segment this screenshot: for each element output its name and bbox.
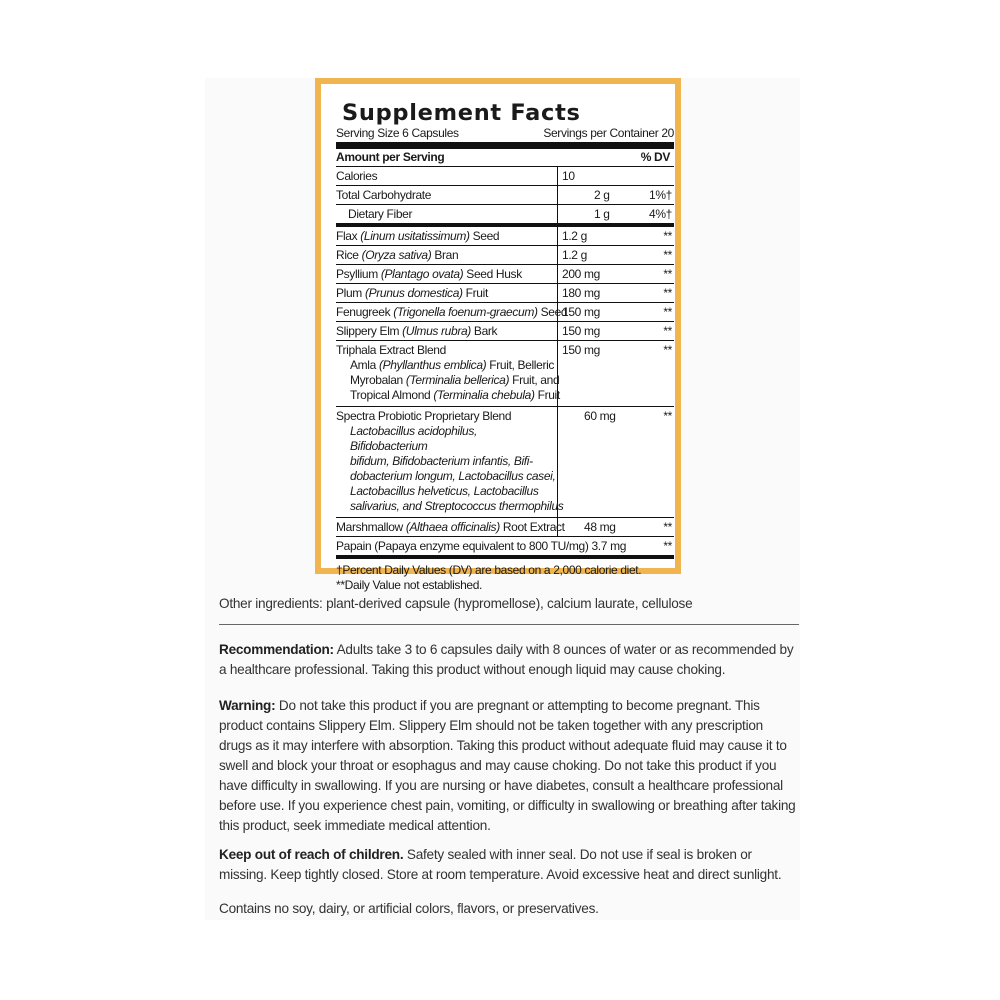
ingredient-row <box>336 246 674 265</box>
ingredient-dv: ** <box>663 520 672 534</box>
nutrient-name: Calories <box>336 167 558 185</box>
ingredient-latin-name: (Linum usitatissimum) <box>360 229 470 243</box>
ingredient-row <box>336 265 674 284</box>
recommendation-heading: Recommendation: <box>219 642 334 657</box>
ingredient-amount: 1.2 g <box>562 229 587 243</box>
warning-text: Do not take this product if you are pregnant or attempting to become pregnant. This product contains Slippery Elm. Slippery Elm should not be taken together with any prescription drugs as it may interfere with absorption. Taking this product without adequate fluid may cause it to swell and block your throat or esophagus and may cause choking. Do not take this product if you have difficulty in swallowing. If you are nursing or have diabetes, consult a healthcare professional before use. If you experience chest pain, vomiting, or difficulty in swallowing or breathing after taking this product, seek immediate medical attention. <box>219 698 796 833</box>
nutrient-name: Dietary Fiber <box>336 205 558 223</box>
label-title: Supplement Facts <box>342 100 581 126</box>
ingredient-row <box>336 303 674 322</box>
ingredient-row-triphala <box>336 341 674 407</box>
ingredient-latin-name: (Ulmus rubra) <box>402 324 471 338</box>
ingredient-name: Papain (Papaya enzyme equivalent to 800 TU/mg) 3.7 mg <box>336 539 627 553</box>
serving-info <box>336 126 674 149</box>
nutrient-name: Total Carbohydrate <box>336 186 558 204</box>
nutrient-row-fiber <box>336 205 674 227</box>
ingredient-common-name: Marshmallow <box>336 520 406 534</box>
ingredient-part: Seed <box>469 229 500 243</box>
supplement-facts-label <box>336 100 674 593</box>
blend-line: Myrobalan <box>350 373 406 387</box>
probiotic-line: bifidum, Bifidobacterium infantis, Bifi- <box>350 454 533 468</box>
blend-name: Spectra Probiotic Proprietary Blend <box>336 409 512 423</box>
ingredient-dv: ** <box>663 305 672 319</box>
ingredient-dv: ** <box>663 286 672 300</box>
probiotic-line: Lactobacillus acidophilus, Bifidobacterium <box>350 424 477 453</box>
ingredient-dv: ** <box>663 248 672 262</box>
blend-line: Fruit, and <box>509 373 560 387</box>
ingredient-dv: ** <box>663 324 672 338</box>
keep-out-heading: Keep out of reach of children. <box>219 847 404 862</box>
footnote-not-established: **Daily Value not established. <box>336 578 483 592</box>
probiotic-line: Lactobacillus helveticus, Lactobacillus <box>350 484 539 498</box>
ingredient-amount: 60 mg <box>584 409 616 423</box>
blend-latin: (Terminalia bellerica) <box>405 373 510 387</box>
blend-line: Fruit, Belleric <box>486 358 555 372</box>
warning-heading: Warning: <box>219 698 276 713</box>
ingredient-row <box>336 227 674 246</box>
nutrient-amount: 2 g <box>594 188 610 202</box>
ingredient-dv: ** <box>663 539 672 553</box>
keep-out-text: Safety sealed with inner seal. Do not use if seal is broken or missing. Keep tightly closed. Store at room temperature. Avoid excessive heat and direct sunlight. <box>219 847 782 882</box>
ingredient-common-name: Slippery Elm <box>336 324 403 338</box>
probiotic-line: dobacterium longum, Lactobacillus casei, <box>350 469 556 483</box>
ingredient-part: Bran <box>431 248 459 262</box>
ingredient-amount: 200 mg <box>562 267 600 281</box>
blend-name: Triphala Extract Blend <box>336 343 446 357</box>
ingredient-part: Seed Husk <box>463 267 522 281</box>
nutrient-dv <box>632 167 674 185</box>
probiotic-line: salivarius, and Streptococcus thermophilus <box>350 499 564 513</box>
ingredient-latin-name: (Oryza sativa) <box>361 248 432 262</box>
ingredient-common-name: Rice <box>336 248 362 262</box>
ingredient-amount: 150 mg <box>562 343 600 357</box>
other-ingredients: Other ingredients: plant-derived capsule (hypromellose), calcium laurate, cellulose <box>219 596 693 611</box>
ingredient-row <box>336 284 674 303</box>
ingredient-amount: 150 mg <box>562 305 600 319</box>
ingredient-common-name: Flax <box>336 229 361 243</box>
blend-latin: (Phyllanthus emblica) <box>378 358 487 372</box>
amount-header-row <box>336 149 674 167</box>
ingredient-amount: 48 mg <box>584 520 616 534</box>
nutrient-dv: 1%† <box>649 188 672 202</box>
ingredient-row-marshmallow <box>336 518 674 537</box>
ingredient-amount: 1.2 g <box>562 248 587 262</box>
ingredient-latin-name: (Trigonella foenum-graecum) <box>393 305 538 319</box>
nutrient-row-carb <box>336 186 674 205</box>
ingredient-row <box>336 322 674 341</box>
recommendation-section <box>219 640 799 680</box>
recommendation-text: Adults take 3 to 6 capsules daily with 8 ounces of water or as recommended by a healthcare professional. Taking this product without enough liquid may cause choking. <box>219 642 794 677</box>
divider <box>219 624 799 625</box>
blend-line: Amla <box>350 358 379 372</box>
nutrient-amount: 10 <box>562 169 575 183</box>
ingredient-dv: ** <box>663 229 672 243</box>
blend-latin: (Terminalia chebula) <box>433 388 535 402</box>
ingredient-latin-name: (Plantago ovata) <box>380 267 464 281</box>
label-footnotes <box>336 559 674 593</box>
ingredient-dv: ** <box>663 343 672 357</box>
ingredient-common-name: Plum <box>336 286 365 300</box>
ingredient-row-probiotic <box>336 407 674 518</box>
blend-line: Fruit <box>534 388 560 402</box>
servings-per-container: Servings per Container 20 <box>543 126 674 140</box>
ingredient-row-papain <box>336 537 674 559</box>
ingredient-latin-name: (Prunus domestica) <box>364 286 463 300</box>
ingredient-part: Seed <box>537 305 568 319</box>
ingredient-common-name: Psyllium <box>336 267 381 281</box>
ingredient-common-name: Fenugreek <box>336 305 394 319</box>
nutrient-row-calories <box>336 167 674 186</box>
ingredient-part: Fruit <box>462 286 488 300</box>
ingredient-latin-name: (Althaea officinalis) <box>405 520 500 534</box>
ingredient-dv: ** <box>663 409 672 423</box>
serving-size: Serving Size 6 Capsules <box>336 126 459 140</box>
ingredient-part: Bark <box>470 324 498 338</box>
ingredient-amount: 180 mg <box>562 286 600 300</box>
blend-line: Tropical Almond <box>350 388 434 402</box>
footnote-dv: †Percent Daily Values (DV) are based on a 2,000 calorie diet. <box>336 563 642 577</box>
ingredient-amount: 150 mg <box>562 324 600 338</box>
dv-header: % DV <box>640 150 670 164</box>
amount-header: Amount per Serving <box>336 150 445 164</box>
nutrient-dv: 4%† <box>649 207 672 221</box>
warning-section <box>219 696 799 836</box>
keep-out-section <box>219 845 799 885</box>
ingredient-part: Root Extract <box>499 520 565 534</box>
nutrient-amount: 1 g <box>594 207 610 221</box>
ingredient-dv: ** <box>663 267 672 281</box>
contains-no: Contains no soy, dairy, or artificial colors, flavors, or preservatives. <box>219 901 599 916</box>
